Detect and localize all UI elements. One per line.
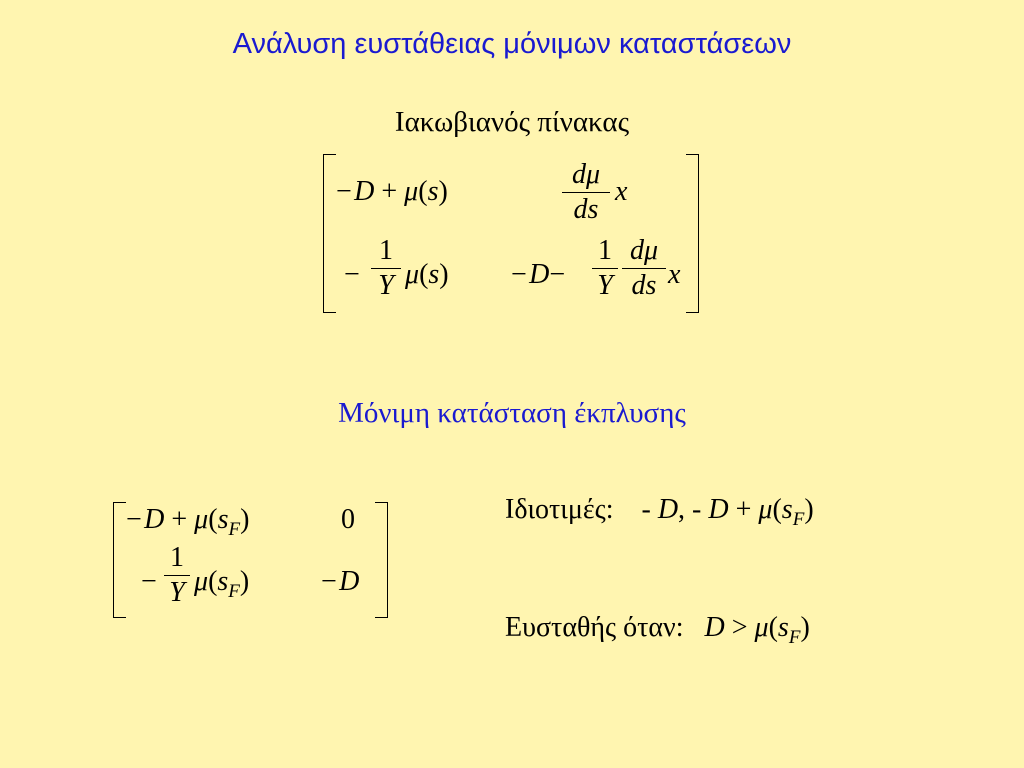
j22-x: x xyxy=(668,259,681,290)
w21-fraction: $\frac{1}{Y}$ xyxy=(164,541,190,610)
j22-fraction-1: $\frac{1}{Y}$ xyxy=(592,234,618,303)
j12-x: x xyxy=(615,176,628,207)
j12-fraction: $\frac{d\mu}{ds}$ xyxy=(562,158,610,227)
j21-mu: μ(s) xyxy=(405,259,449,290)
w21-minus: − xyxy=(141,566,157,597)
eigenvalues-line: Ιδιοτιμές: - D, - $D + \mu(s_F)$ xyxy=(505,494,814,530)
w21-mu: $\mu(s_F)$ xyxy=(194,566,250,602)
j21-minus: − xyxy=(344,259,360,290)
w22: − D xyxy=(321,566,360,597)
j11: − D + μ(s) xyxy=(336,176,448,207)
stability-label: Ευσταθής όταν: xyxy=(505,612,684,643)
jacobian-heading: Ιακωβιανός πίνακας xyxy=(394,106,630,138)
right-bracket xyxy=(686,154,699,313)
w12: 0 xyxy=(341,504,355,535)
w11: − $D + \mu(s_F)$ xyxy=(126,504,250,540)
left-bracket xyxy=(323,154,336,313)
slide-title: Ανάλυση ευστάθειας μόνιμων καταστάσεων xyxy=(232,28,792,60)
stability-line: Ευσταθής όταν: $D > \mu(s_F)$ xyxy=(505,612,810,648)
j22-fraction-2: $\frac{d\mu}{ds}$ xyxy=(622,234,666,303)
j22-minus-d: − D− xyxy=(511,259,566,290)
right-bracket xyxy=(375,502,388,618)
eigenvalues-label: Ιδιοτιμές: xyxy=(505,494,614,525)
j21-fraction: $\frac{1}{Y}$ xyxy=(371,234,401,303)
left-bracket xyxy=(113,502,126,618)
washout-heading: Μόνιμη κατάσταση έκπλυσης xyxy=(338,397,686,429)
